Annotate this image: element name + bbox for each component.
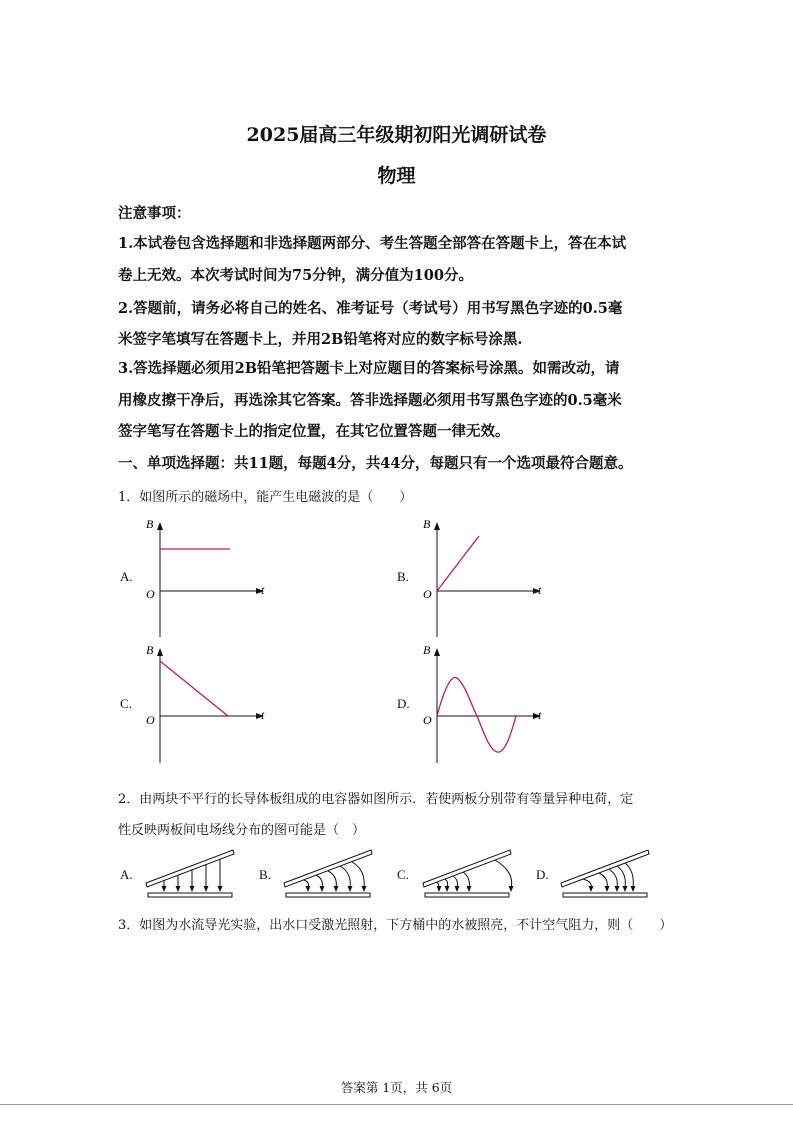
q2-option-c-label: C. bbox=[397, 867, 409, 882]
q1-option-a-label: A. bbox=[120, 569, 133, 584]
notice-line-2: 卷上无效。本次考试时间为75分钟，满分值为100分。 bbox=[118, 267, 473, 284]
q3-stem: 3．如图为水流导光实验，出水口受激光照射，下方桶中的水被照亮，不计空气阻力，则（ ） bbox=[118, 918, 673, 933]
graph-d-y-label: B bbox=[423, 643, 431, 657]
q1-graph-b bbox=[417, 512, 557, 642]
q2-option-b-label: B. bbox=[259, 867, 271, 882]
q1-option-b-label: B. bbox=[397, 569, 409, 584]
q2-stem-line-2: 性反映两板间电场线分布的图可能是（ ） bbox=[118, 823, 366, 838]
notice-line-7: 签字笔写在答题卡上的指定位置，在其它位置答题一律无效。 bbox=[118, 423, 510, 440]
graph-b-y-label: B bbox=[423, 517, 431, 531]
q2-diagram-c bbox=[419, 842, 515, 902]
notice-line-3: 2.答题前，请务必将自己的姓名、准考证号（考试号）用书写黑色字迹的0.5毫 bbox=[118, 300, 623, 317]
notice-line-6: 用橡皮擦干净后，再选涂其它答案。答非选择题必须用书写黑色字迹的0.5毫米 bbox=[118, 392, 622, 409]
q2-stem-line-1: 2．由两块不平行的长导体板组成的电容器如图所示．若使两板分别带有等量异种电荷，定 bbox=[118, 792, 634, 807]
q1-stem: 1．如图所示的磁场中，能产生电磁波的是（ ） bbox=[118, 490, 413, 505]
q2-diagram-d bbox=[557, 842, 653, 902]
section-heading: 一、单项选择题：共11题，每题4分，共44分，每题只有一个选项最符合题意。 bbox=[118, 455, 633, 472]
notice-line-1: 1.本试卷包含选择题和非选择题两部分、考生答题全部答在答题卡上，答在本试 bbox=[118, 235, 627, 252]
graph-b-x-label: t bbox=[538, 583, 542, 597]
notice-line-4: 米签字笔填写在答题卡上，并用2B铅笔将对应的数字标号涂黑. bbox=[118, 331, 523, 348]
graph-c-curve bbox=[160, 661, 228, 716]
graph-c-x-label: t bbox=[261, 708, 265, 722]
q1-graph-a bbox=[140, 512, 280, 642]
q1-option-d-label: D. bbox=[397, 696, 410, 711]
graph-d-curve bbox=[437, 677, 516, 752]
graph-d-origin: O bbox=[423, 713, 432, 727]
q2-diagram-b bbox=[280, 842, 376, 902]
graph-a-origin: O bbox=[146, 587, 155, 601]
subject-title: 物理 bbox=[377, 165, 416, 187]
notice-heading: 注意事项： bbox=[118, 205, 191, 222]
q1-graph-c bbox=[140, 638, 280, 768]
graph-a-x-label: t bbox=[261, 583, 265, 597]
footer-divider bbox=[0, 1104, 793, 1105]
q2-option-a-label: A. bbox=[120, 867, 133, 882]
graph-a-y-label: B bbox=[146, 517, 154, 531]
page-footer: 答案第 1页，共 6页 bbox=[340, 1080, 453, 1095]
notice-line-5: 3.答选择题必须用2B铅笔把答题卡上对应题目的答案标号涂黑。如需改动，请 bbox=[118, 360, 620, 377]
q2-option-d-label: D. bbox=[536, 867, 549, 882]
q1-option-c-label: C. bbox=[120, 696, 132, 711]
q1-graph-d bbox=[417, 638, 557, 768]
graph-c-y-label: B bbox=[146, 643, 154, 657]
graph-b-origin: O bbox=[423, 587, 432, 601]
exam-title: 2025届高三年级期初阳光调研试卷 bbox=[246, 124, 547, 146]
graph-d-x-label: t bbox=[538, 708, 542, 722]
graph-b-curve bbox=[437, 536, 479, 591]
graph-c-origin: O bbox=[146, 713, 155, 727]
q2-diagram-a bbox=[142, 842, 238, 902]
